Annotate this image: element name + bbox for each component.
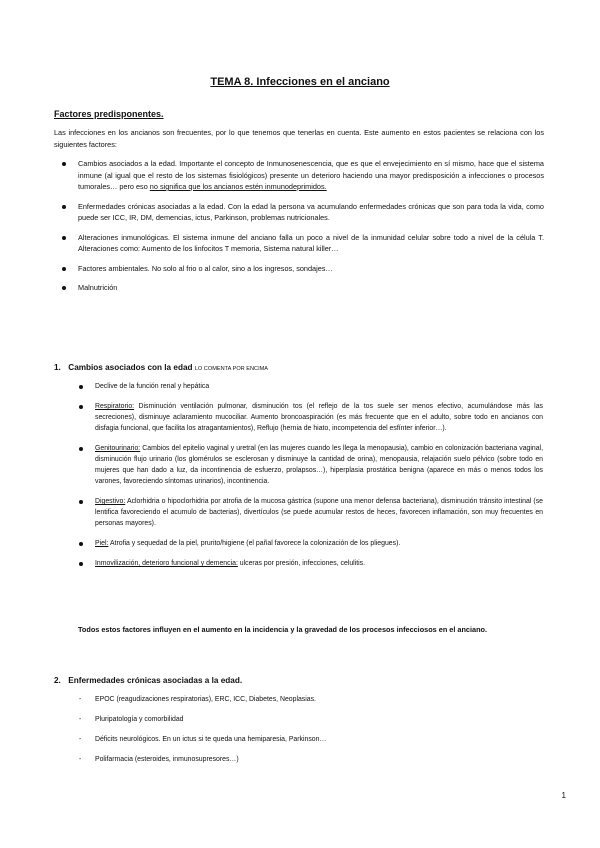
factor-item: Factores ambientales. No solo al frio o al calor, sino a los ingresos, sondajes… — [78, 263, 544, 275]
change-item: Piel: Atrofia y sequedad de la piel, prurito/higiene (el pañal favorece la colonización de los pliegues). — [95, 538, 543, 549]
factor-item: Cambios asociados a la edad. Importante el concepto de Inmunosenescencia, que es que el envejecimiento en sí mismo, hace que el sistema inmune (al igual que el resto de los sistemas fisiológicos) presente un deterioro haciendo una mayor predisposición a infecciones o procesos tumorales… pero eso no significa que los ancianos estén inmunodeprimidos. — [78, 159, 544, 191]
factor-item: Malnutrición — [78, 282, 544, 294]
factor-item: Enfermedades crónicas asociadas a la edad. Con la edad la persona va acumulando enfermedades crónicas que son para toda la vida, como puede ser ICC, IR, DM, demencias, ictus, Parkinson, problemas nutricionales. — [78, 201, 544, 222]
factor-item: Alteraciones inmunológicas. El sistema inmune del anciano falla un poco a nivel de la inmunidad celular sobre todo a nivel de la célula T. Alteraciones como: Aumento de los linfocitos T memoria, Sistema natural killer… — [78, 232, 544, 253]
change-item: Genitourinario: Cambios del epitelio vaginal y uretral (en las mujeres cuando les llega la menopausia), cambio en colonización bacteriana vaginal, disminución flujo urinario (los glomérulos se esclerosan y disminuye la cantidad de orina), menopausia, relajación suelo pélvico (sobre todo en mujeres que han dado a luz, da incontinencia de esfuerzo, prolapsos…), hiperplasia prostática benigna (aparece en más o menos todos los varones, favoreciendo síntomas urinarios), incontinencia. — [95, 445, 543, 485]
chronic-item: - Pluripatología y comorbilidad — [95, 714, 183, 725]
chronic-item: - Polifarmacia (esteroides, inmunosupresores…) — [95, 754, 239, 765]
change-item: Respiratorio: Disminución ventilación pulmonar, disminución tos (el reflejo de la tos suele ser menos efectivo, acumulándose más las secreciones), disminuye aclaramiento mucociliar. Aumento broncoaspiración (es más frecuente que en el adulto, sobre todo en ancianos con disfagia funcional, que facilita los atragantamientos), Reflujo (hernia de hiato, incompetencia del esfínter inferior…). — [95, 403, 543, 432]
section-1-title: 1. Cambios asociados con la edad LO COMENTA POR ENCIMA — [54, 363, 269, 372]
change-item: Inmovilización, deterioro funcional y demencia: ulceras por presión, infecciones, celulitis. — [95, 558, 543, 569]
change-item: Declive de la función renal y hepática — [95, 381, 543, 392]
page-title: TEMA 8. Infecciones en el anciano — [210, 76, 390, 88]
change-item: Digestivo: Aclorhidria o hipoclorhidria por atrofia de la mucosa gástrica (supone una menor defensa bacteriana), disminución tránsito intestinal (se lentifica favoreciendo el acumulo de bacterias), divertículos (se puede acumular restos de heces, favorecen inflamación, son muy frecuentes en personas mayores). — [95, 498, 543, 527]
section-1-list — [95, 381, 543, 569]
factores-list — [78, 158, 544, 294]
section-1-note: LO COMENTA POR ENCIMA — [194, 366, 269, 372]
section-1-summary: Todos estos factores influyen en el aumento en la incidencia y la gravedad de los procesos infecciosos en el anciano. — [78, 625, 488, 634]
factores-intro: Las infecciones en los ancianos son frecuentes, por lo que tenemos que tenerlas en cuenta. Este aumento en estos pacientes se relaciona con los siguientes factores: — [54, 128, 544, 149]
section-2-title: 2. Enfermedades crónicas asociadas a la edad. — [54, 676, 243, 685]
chronic-item: - Déficits neurológicos. En un ictus si te queda una hemiparesia, Parkinson… — [95, 734, 326, 745]
page-number: 1 — [561, 791, 566, 800]
factores-heading: Factores predisponentes. — [54, 109, 164, 119]
chronic-item: - EPOC (reagudizaciones respiratorias), ERC, ICC, Diabetes, Neoplasias. — [95, 694, 316, 705]
